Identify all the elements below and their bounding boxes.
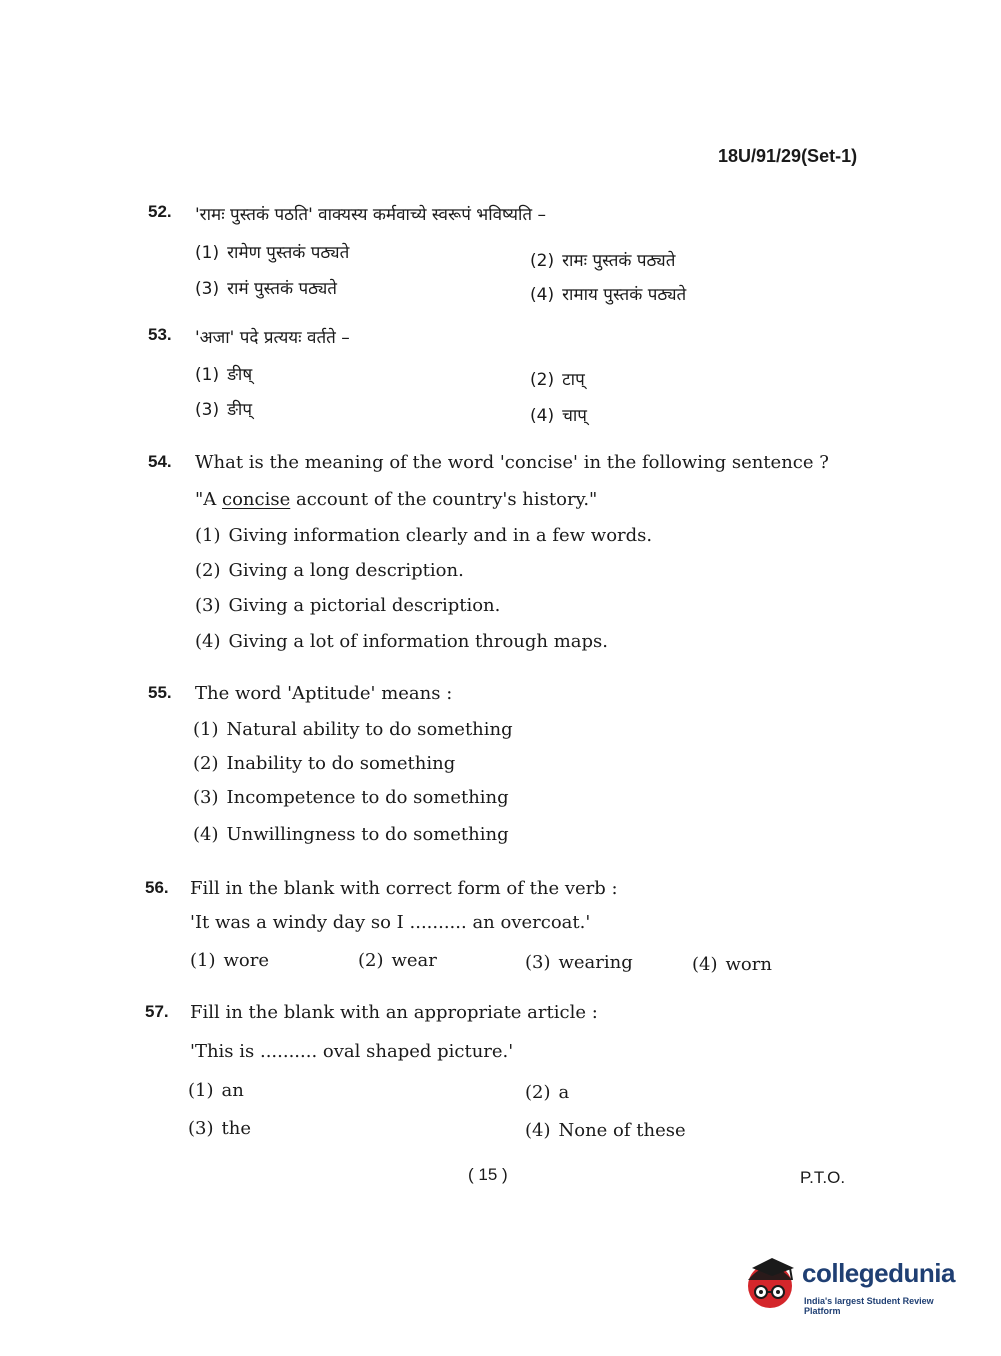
question-number: 53. [148,325,172,344]
pto-label: P.T.O. [800,1168,846,1187]
brand-tagline: India's largest Student Review Platform [804,1296,934,1316]
question-text: Fill in the blank with an appropriate article : [190,1002,598,1023]
option-3: (3) Incompetence to do something [193,787,509,808]
quoted-sentence: "A concise account of the country's history." [195,489,598,510]
question-number: 54. [148,452,172,471]
option-1: (1) Natural ability to do something [193,719,513,740]
question-text: The word 'Aptitude' means : [195,683,453,704]
option-2: (2) Inability to do something [193,753,456,774]
option-3: (3) रामं पुस्तकं पठ्यते [195,279,337,299]
option-3: (3) ङीप् [195,400,252,420]
option-4: (4) None of these [525,1120,686,1141]
option-2: (2) wear [358,950,437,971]
option-3: (3) wearing [525,952,633,973]
question-number: 56. [145,878,169,897]
option-2: (2) टाप् [530,370,585,390]
option-3: (3) the [188,1118,251,1139]
option-3: (3) Giving a pictorial description. [195,595,501,616]
option-4: (4) रामाय पुस्तकं पठ्यते [530,285,687,305]
question-number: 52. [148,202,172,221]
option-2: (2) रामः पुस्तकं पठ्यते [530,251,676,271]
page-number: ( 15 ) [468,1165,508,1184]
question-text: 'अजा' पदे प्रत्ययः वर्तते – [195,328,350,348]
option-2: (2) Giving a long description. [195,560,464,581]
option-1: (1) wore [190,950,270,971]
fill-sentence: 'This is .......... oval shaped picture.' [190,1041,514,1062]
option-4: (4) worn [692,954,772,975]
brand-name: collegedunia [802,1258,955,1288]
option-4: (4) चाप् [530,406,587,426]
option-4: (4) Giving a lot of information through maps. [195,631,608,652]
option-4: (4) Unwillingness to do something [193,824,509,845]
question-text: 'रामः पुस्तकं पठति' वाक्यस्य कर्मवाच्ये स्वरूपं भविष्यति – [195,205,546,225]
option-1: (1) ङीष् [195,365,253,385]
option-2: (2) a [525,1082,570,1103]
paper-code: 18U/91/29(Set-1) [718,146,858,166]
fill-sentence: 'It was a windy day so I .......... an overcoat.' [190,912,591,933]
option-1: (1) Giving information clearly and in a few words. [195,525,653,546]
mascot-icon [742,1250,800,1314]
option-1: (1) an [188,1080,244,1101]
option-1: (1) रामेण पुस्तकं पठ्यते [195,243,350,263]
underlined-word: concise [222,489,291,510]
question-text: Fill in the blank with correct form of the verb : [190,878,618,899]
question-number: 55. [148,683,172,702]
collegedunia-logo [742,1250,972,1314]
question-text: What is the meaning of the word 'concise' in the following sentence ? [195,452,829,473]
question-number: 57. [145,1002,169,1021]
